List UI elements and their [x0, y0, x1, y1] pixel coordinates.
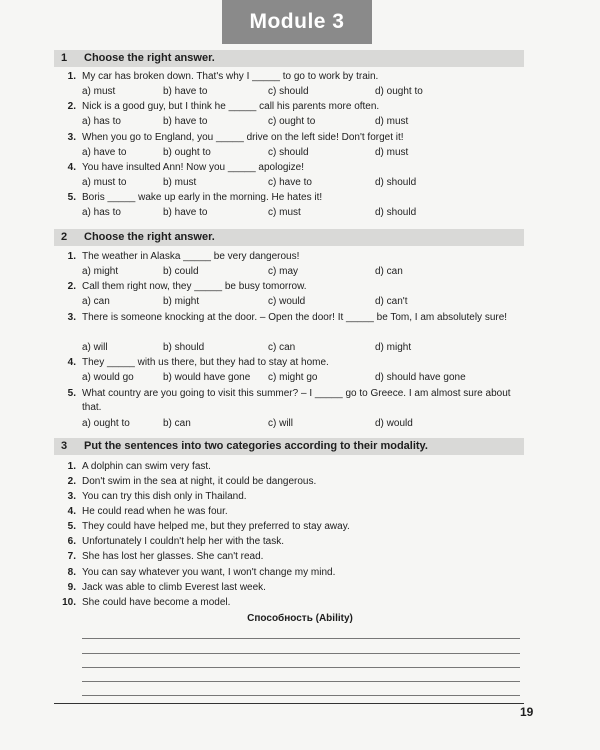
item-number: 7.	[67, 551, 76, 562]
question-text: When you go to England, you _____ drive on the left side! Don't forget it!	[82, 132, 404, 143]
section-2-header	[54, 229, 524, 246]
item-number: 5.	[67, 521, 76, 532]
item-text: They could have helped me, but they preferred to stay away.	[82, 521, 350, 532]
question-number: 2.	[67, 281, 76, 292]
item-number: 8.	[67, 567, 76, 578]
item-number: 2.	[67, 476, 76, 487]
option-a[interactable]: a) must to	[82, 177, 127, 188]
option-b[interactable]: b) ought to	[163, 147, 211, 158]
option-b[interactable]: b) should	[163, 342, 205, 353]
option-c[interactable]: c) might go	[268, 372, 318, 383]
option-c[interactable]: c) will	[268, 418, 293, 429]
option-c[interactable]: c) should	[268, 147, 309, 158]
option-d[interactable]: d) might	[375, 342, 412, 353]
question-text: Nick is a good guy, but I think he _____ call his parents more often.	[82, 101, 380, 112]
question-text: Call them right now, they _____ be busy tomorrow.	[82, 281, 307, 292]
question-text: You have insulted Ann! Now you _____ apologize!	[82, 162, 305, 173]
question	[56, 387, 511, 415]
question-number: 2.	[67, 101, 76, 112]
answer-line[interactable]	[82, 667, 520, 668]
footer-divider	[54, 703, 524, 704]
question-number: 5.	[67, 192, 76, 203]
option-a[interactable]: a) can	[82, 296, 110, 307]
item-text: Jack was able to climb Everest last week.	[82, 582, 266, 593]
item-text: A dolphin can swim very fast.	[82, 461, 211, 472]
item-number: 6.	[67, 536, 76, 547]
option-a[interactable]: a) has to	[82, 116, 121, 127]
item-text: You can say whatever you want, I won't change my mind.	[82, 567, 336, 578]
question-number: 3.	[67, 312, 76, 323]
item-text: Don't swim in the sea at night, it could be dangerous.	[82, 476, 317, 487]
category-heading: Способность (Ability)	[247, 613, 353, 624]
section-3-header	[54, 438, 524, 455]
question	[56, 311, 506, 339]
section-number: 2	[61, 231, 68, 243]
option-a[interactable]: a) would go	[82, 372, 134, 383]
section-1-header	[54, 50, 524, 67]
option-b[interactable]: b) would have gone	[163, 372, 251, 383]
option-b[interactable]: b) have to	[163, 207, 208, 218]
question-number: 4.	[67, 162, 76, 173]
section-number: 3	[61, 440, 68, 452]
question-text: They _____ with us there, but they had to stay at home.	[82, 357, 329, 368]
page-number: 19	[520, 705, 534, 719]
item-text: You can try this dish only in Thailand.	[82, 491, 247, 502]
option-a[interactable]: a) must	[82, 86, 116, 97]
question-number: 1.	[67, 71, 76, 82]
question-text: There is someone knocking at the door. – Open the door! It _____ be Tom, I am absolutely sure!	[82, 312, 508, 323]
module-banner: Module 3	[222, 0, 372, 44]
option-c[interactable]: c) should	[268, 86, 309, 97]
section-title: Choose the right answer.	[84, 231, 215, 243]
option-a[interactable]: a) have to	[82, 147, 127, 158]
option-d[interactable]: d) must	[375, 147, 409, 158]
question-text: What country are you going to visit this summer? – I _____ go to Greece. I am almost sure about that.	[82, 388, 511, 413]
option-c[interactable]: c) have to	[268, 177, 312, 188]
question-number: 3.	[67, 132, 76, 143]
answer-line[interactable]	[82, 653, 520, 654]
item-text: She could have become a model.	[82, 597, 231, 608]
section-number: 1	[61, 52, 68, 64]
option-c[interactable]: c) ought to	[268, 116, 316, 127]
option-a[interactable]: a) might	[82, 266, 119, 277]
option-c[interactable]: c) must	[268, 207, 301, 218]
item-number: 4.	[67, 506, 76, 517]
option-b[interactable]: b) can	[163, 418, 191, 429]
item-text: She has lost her glasses. She can't read.	[82, 551, 264, 562]
option-b[interactable]: b) have to	[163, 116, 208, 127]
answer-line[interactable]	[82, 681, 520, 682]
option-c[interactable]: c) can	[268, 342, 296, 353]
question-text: My car has broken down. That's why I _____ to go to work by train.	[82, 71, 379, 82]
option-d[interactable]: d) can	[375, 266, 403, 277]
section-title: Choose the right answer.	[84, 52, 215, 64]
option-d[interactable]: d) should have gone	[375, 372, 466, 383]
item-number: 3.	[67, 491, 76, 502]
option-b[interactable]: b) might	[163, 296, 200, 307]
item-number: 1.	[67, 461, 76, 472]
item-number: 9.	[67, 582, 76, 593]
option-c[interactable]: c) would	[268, 296, 306, 307]
question-text: The weather in Alaska _____ be very dangerous!	[82, 251, 300, 262]
question-text: Boris _____ wake up early in the morning. He hates it!	[82, 192, 323, 203]
section-title: Put the sentences into two categories according to their modality.	[84, 440, 428, 452]
question-number: 1.	[67, 251, 76, 262]
option-a[interactable]: a) has to	[82, 207, 121, 218]
option-a[interactable]: a) will	[82, 342, 108, 353]
option-b[interactable]: b) have to	[163, 86, 208, 97]
answer-line[interactable]	[82, 638, 520, 639]
option-d[interactable]: d) should	[375, 207, 417, 218]
option-a[interactable]: a) ought to	[82, 418, 130, 429]
option-d[interactable]: d) would	[375, 418, 413, 429]
question-number: 5.	[67, 388, 76, 399]
option-b[interactable]: b) could	[163, 266, 199, 277]
option-d[interactable]: d) ought to	[375, 86, 423, 97]
item-text: Unfortunately I couldn't help her with the task.	[82, 536, 285, 547]
question-number: 4.	[67, 357, 76, 368]
option-d[interactable]: d) should	[375, 177, 417, 188]
option-b[interactable]: b) must	[163, 177, 197, 188]
answer-line[interactable]	[82, 695, 520, 696]
option-d[interactable]: d) can't	[375, 296, 408, 307]
item-number: 10.	[62, 597, 76, 608]
option-d[interactable]: d) must	[375, 116, 409, 127]
option-c[interactable]: c) may	[268, 266, 298, 277]
item-text: He could read when he was four.	[82, 506, 228, 517]
